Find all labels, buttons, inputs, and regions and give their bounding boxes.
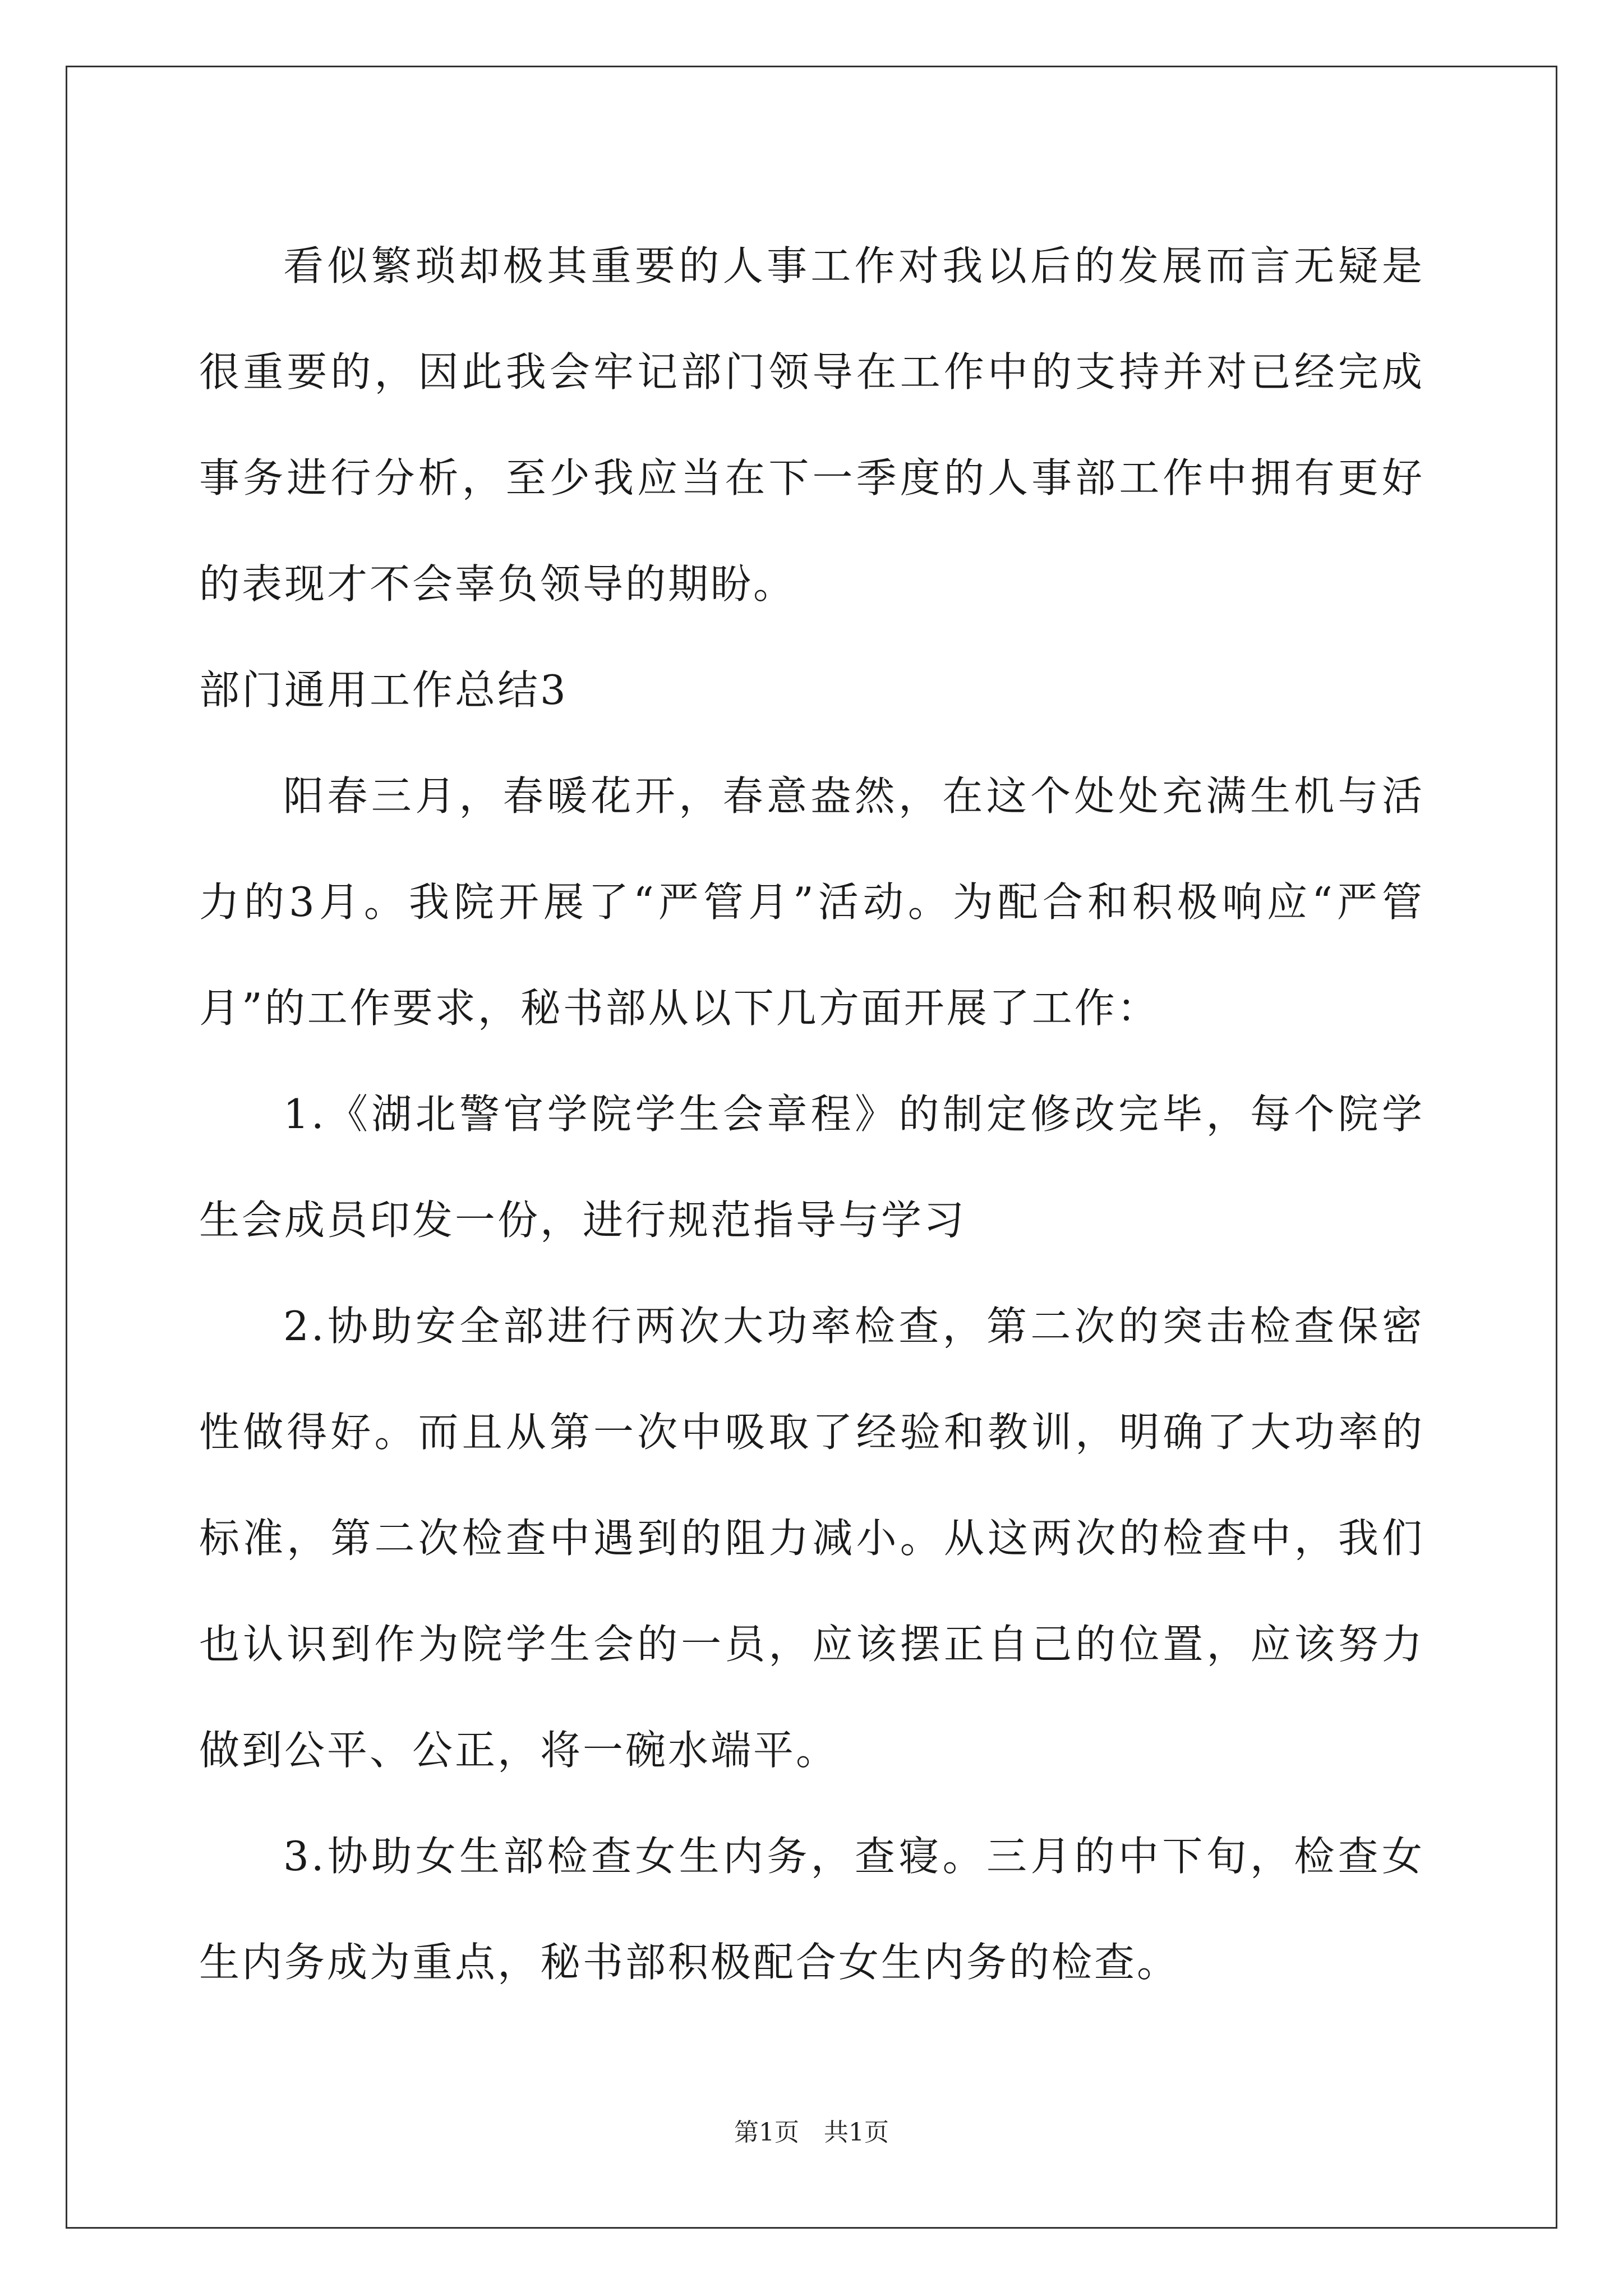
- paragraph-march: 阳春三月，春暖花开，春意盎然，在这个处处充满生机与活力的3月。我院开展了“严管月”活动。为配合和积极响应“严管月”的工作要求，秘书部从以下几方面开展了工作：: [199, 772, 1424, 1032]
- document-body: [199, 213, 1424, 2016]
- paragraph-item-3: 3.协助女生部检查女生内务，查寝。三月的中下旬，检查女生内务成为重点，秘书部积极配合女生内务的检查。: [199, 1833, 1424, 1986]
- paragraph-item-1: 1.《湖北警官学院学生会章程》的制定修改完毕，每个院学生会成员印发一份，进行规范指导与学习: [199, 1091, 1424, 1244]
- paragraph-item-2: 2.协助安全部进行两次大功率检查，第二次的突击检查保密性做得好。而且从第一次中吸取了经验和教训，明确了大功率的标准，第二次检查中遇到的阻力减小。从这两次的检查中，我们也认识到作为院学生会的一员，应该摆正自己的位置，应该努力做到公平、公正，将一碗水端平。: [199, 1303, 1424, 1774]
- page-footer: 第1页 共1页: [734, 2118, 889, 2147]
- section-heading: 部门通用工作总结3: [199, 666, 568, 714]
- paragraph-intro: 看似繁琐却极其重要的人事工作对我以后的发展而言无疑是很重要的，因此我会牢记部门领导在工作中的支持并对已经完成事务进行分析，至少我应当在下一季度的人事部工作中拥有更好的表现才不会辜负领导的期盼。: [199, 242, 1424, 608]
